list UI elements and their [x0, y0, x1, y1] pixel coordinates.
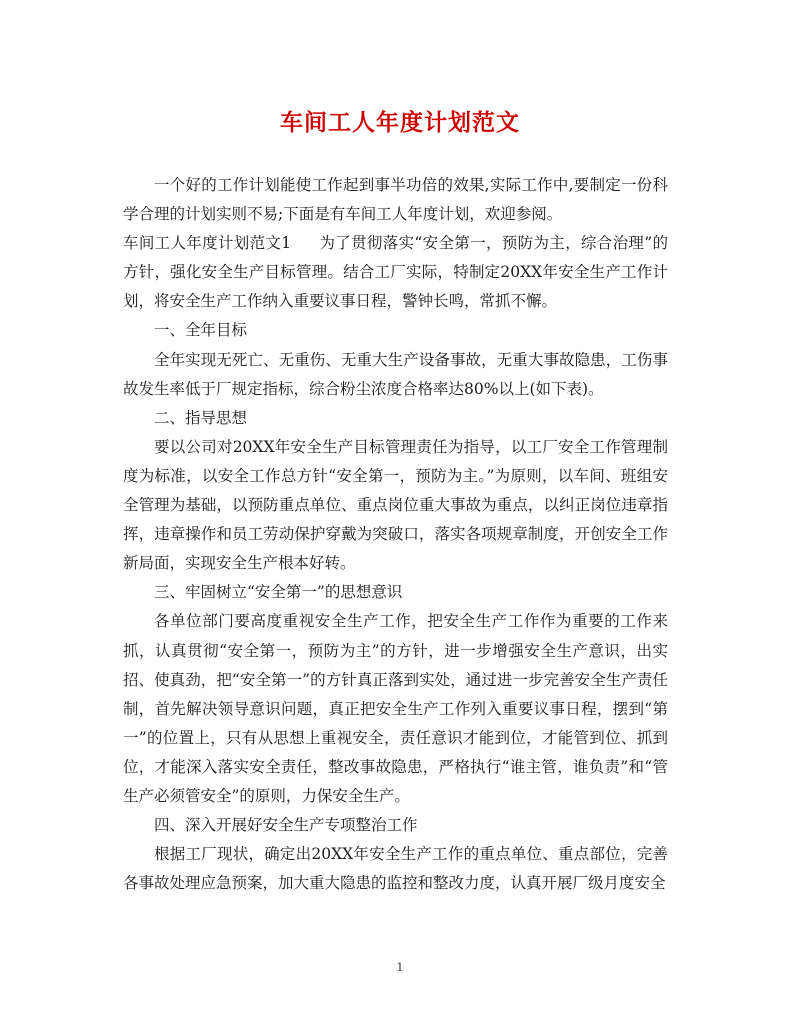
document-title: 车间工人年度计划范文 — [280, 109, 520, 136]
paragraph-guiding-ideology: 要以公司对20XX年安全生产目标管理责任为指导，以工厂安全工作管理制度为标准，以安全工作总方针“安全第一，预防为主。”为原则，以车间、班组安全管理为基础，以预防重点单位、重点岗位重大事故为重点，以纠正岗位违章指挥，违章操作和员工劳动保护穿戴为突破口，落实各项规章制度，开创安全工作新局面，实现安全生产根本好转。 — [123, 437, 668, 573]
document-body — [123, 171, 668, 898]
section1-text: 为了贯彻落实“安全第一，预防为主，综合治理”的方针，强化安全生产目标管理。结合工厂实际，特制定20XX年安全生产工作计划，将安全生产工作纳入重要议事日程，警钟长鸣，常抓不懈。 — [123, 234, 668, 311]
heading-safety-awareness: 三、牢固树立“安全第一”的思想意识 — [154, 583, 403, 602]
heading-guiding-ideology: 二、指导思想 — [154, 408, 248, 427]
heading-goals: 一、全年目标 — [154, 321, 248, 340]
intro-paragraph: 一个好的工作计划能使工作起到事半功倍的效果,实际工作中,要制定一份科学合理的计划实则不易;下面是有车间工人年度计划，欢迎参阅。 — [123, 176, 668, 224]
section1-label: 车间工人年度计划范文1 — [123, 234, 292, 253]
paragraph-goals: 全年实现无死亡、无重伤、无重大生产设备事故，无重大事故隐患，工伤事故发生率低于厂规定指标，综合粉尘浓度合格率达80%以上(如下表)。 — [123, 350, 668, 398]
paragraph-safety-awareness: 各单位部门要高度重视安全生产工作，把安全生产工作作为重要的工作来抓，认真贯彻“安全第一，预防为主”的方针，进一步增强安全生产意识，出实招、使真劲，把“安全第一”的方针真正落到实处，通过进一步完善安全生产责任制，首先解决领导意识问题，真正把安全生产工作列入重要议事日程，摆到“第一”的位置上，只有从思想上重视安全，责任意识才能到位，才能管到位、抓到位，才能深入落实安全责任，整改事故隐患，严格执行“谁主管，谁负责”和“管生产必须管安全”的原则，力保安全生产。 — [123, 612, 668, 805]
heading-special-rectification: 四、深入开展好安全生产专项整治工作 — [154, 816, 418, 835]
page-number: 1 — [396, 961, 404, 974]
paragraph-special-rectification: 根据工厂现状，确定出20XX年安全生产工作的重点单位、重点部位，完善各事故处理应急预案，加大重大隐患的监控和整改力度，认真开展厂级月度安全 — [123, 845, 668, 893]
section1-paragraph — [123, 229, 668, 316]
